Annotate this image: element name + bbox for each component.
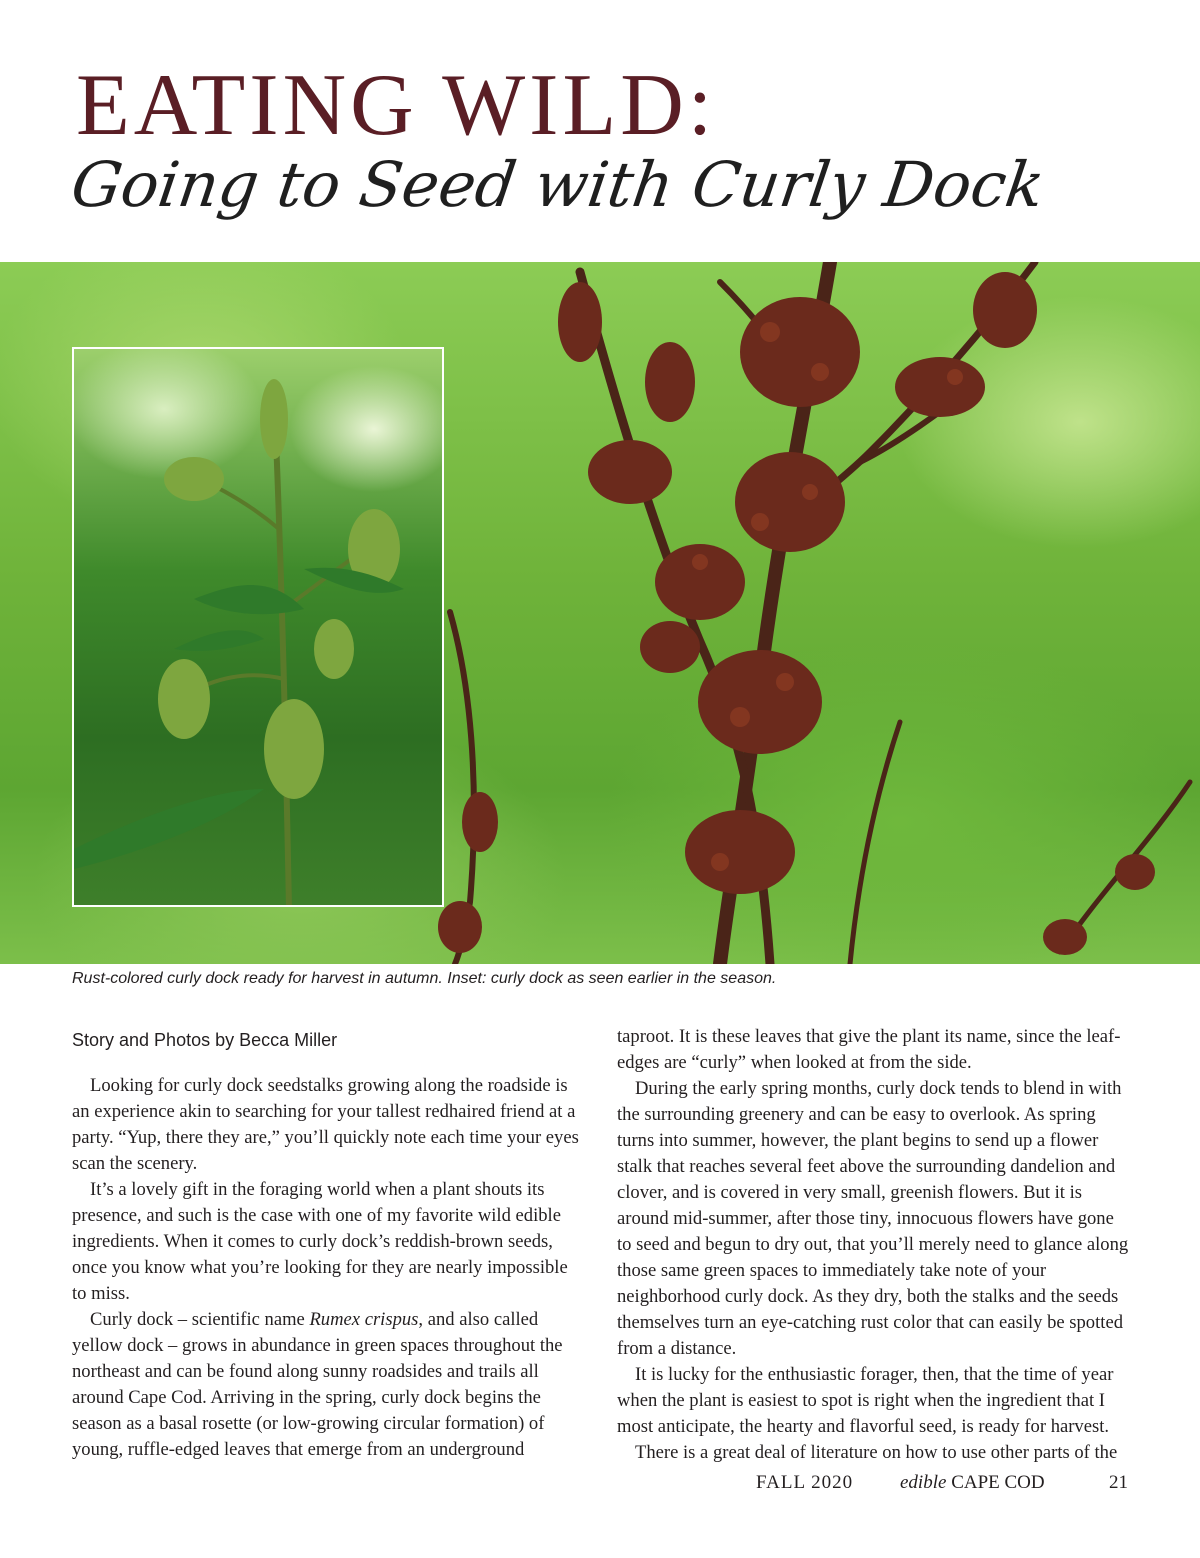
article-column-left (72, 1073, 584, 1463)
paragraph-continued: taproot. It is these leaves that give the plant its name, since the leaf-edges are “curly” when looked at from the side. (617, 1026, 1121, 1073)
byline: Story and Photos by Becca Miller (72, 1030, 338, 1050)
magazine-name-italic: edible (900, 1472, 947, 1493)
green-curly-dock-illustration (74, 349, 444, 907)
paragraph (72, 1307, 584, 1463)
paragraph: It is lucky for the enthusiastic forager, then, that the time of year when the plant is easiest to spot is right when the ingredient that I most anticipate, the hearty and flavorful seed, is ready for harvest. (617, 1364, 1114, 1437)
page-footer (756, 1472, 1128, 1500)
photo-caption: Rust-colored curly dock ready for harvest in autumn. Inset: curly dock as seen earlier in the season. (72, 970, 777, 987)
article-title: EATING WILD: (76, 57, 717, 154)
paragraph-text: , and also called yellow dock – grows in abundance in green spaces throughout the northeast and can be found along sunny roadsides and trails all around Cape Cod. Arriving in the spring, curly dock begins the season as a basal rosette (or low-growing circular formation) of young, ruffle-edged leaves that emerge from an underground (72, 1309, 563, 1460)
scientific-name: Rumex crispus (309, 1309, 419, 1330)
paragraph-text: Curly dock – scientific name (90, 1309, 310, 1330)
paragraph: During the early spring months, curly dock tends to blend in with the surrounding greenery and can be easy to overlook. As spring turns into summer, however, the plant begins to send up a flower stalk that reaches several feet above the surrounding dandelion and clover, and is covered in very small, greenish flowers. But it is around mid-summer, after those tiny, innocuous flowers have gone to seed and begun to dry out, that you’ll merely need to glance along those same green spaces to immediately take note of your neighborhood curly dock. As they dry, both the stalks and the seeds themselves turn an eye-catching rust color that can easily be spotted from a distance. (617, 1078, 1129, 1359)
article-column-right (617, 1024, 1129, 1466)
article-subtitle: Going to Seed with Curly Dock (66, 148, 1049, 221)
inset-photo (72, 347, 444, 907)
magazine-name (900, 1472, 1045, 1494)
paragraph: There is a great deal of literature on how to use other parts of the (635, 1442, 1118, 1463)
paragraph: Looking for curly dock seedstalks growing along the roadside is an experience akin to searching for your tallest redhaired friend at a party. “Yup, there they are,” you’ll quickly note each time your eyes scan the scenery. (72, 1075, 579, 1174)
page-number: 21 (1109, 1472, 1128, 1493)
paragraph: It’s a lovely gift in the foraging world when a plant shouts its presence, and such is the case with one of my favorite wild edible ingredients. When it comes to curly dock’s reddish-brown seeds, once you know what you’re looking for they are nearly impossible to miss. (72, 1179, 568, 1304)
issue-label: FALL 2020 (756, 1472, 854, 1493)
magazine-name-rest: CAPE COD (951, 1472, 1045, 1493)
